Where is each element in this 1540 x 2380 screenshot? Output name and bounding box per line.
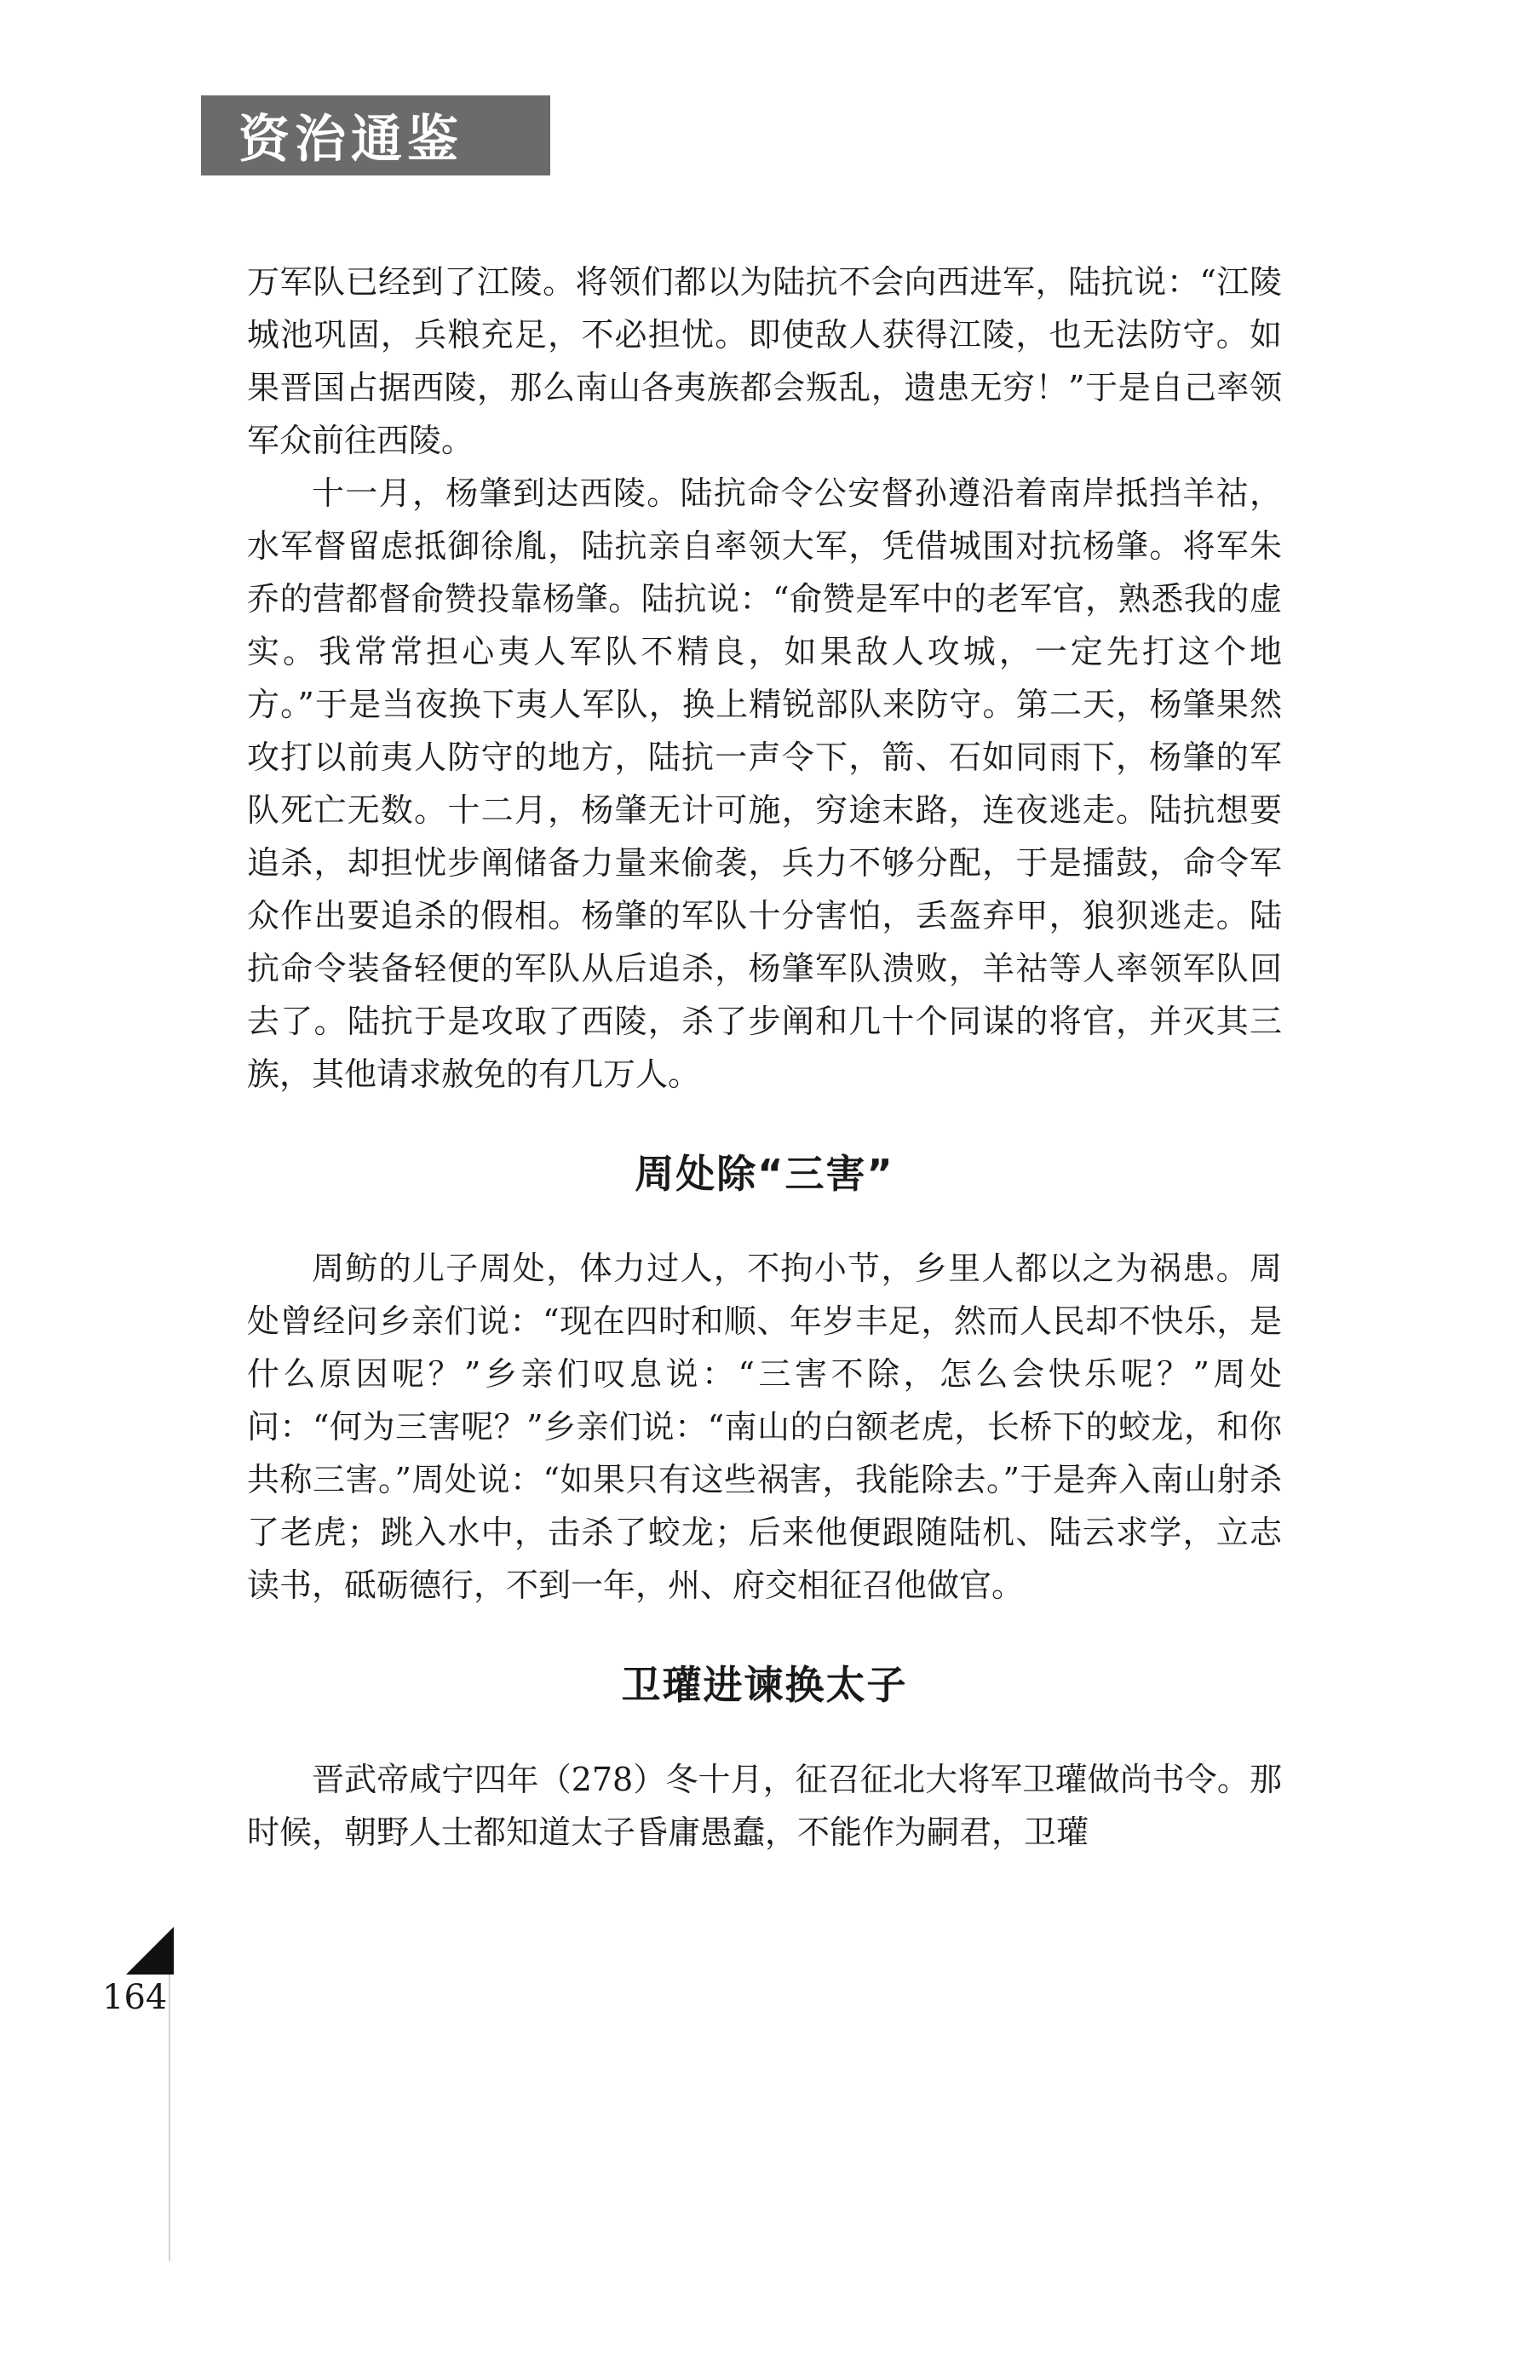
section-heading: 周处除“三害” <box>635 1151 894 1197</box>
paragraph: 十一月，杨肇到达西陵。陆抗命令公安督孙遵沿着南岸抵挡羊祜，水军督留虑抵御徐胤，陆抗亲自率领大军，凭借城围对抗杨肇。将军朱乔的营都督俞赞投靠杨肇。陆抗说：“俞赞是军中的老军官，熟悉我的虚实。我常常担心夷人军队不精良，如果敌人攻城，一定先打这个地方。”于是当夜换下夷人军队，换上精锐部队来防守。第二天，杨肇果然攻打以前夷人防守的地方，陆抗一声令下，箭、石如同雨下，杨肇的军队死亡无数。十二月，杨肇无计可施，穷途末路，连夜逃走。陆抗想要追杀，却担忧步阐储备力量来偷袭，兵力不够分配，于是擂鼓，命令军众作出要追杀的假相。杨肇的军队十分害怕，丢盔弃甲，狼狈逃走。陆抗命令装备轻便的军队从后追杀，杨肇军队溃败，羊祜等人率领军队回去了。陆抗于是攻取了西陵，杀了步阐和几十个同谋的将官，并灭其三族，其他请求赦免的有几万人。 <box>247 474 1282 1093</box>
page-content <box>247 256 1282 1859</box>
page-number: 164 <box>102 1978 168 2017</box>
paragraph: 周鲂的儿子周处，体力过人，不拘小节，乡里人都以之为祸患。周处曾经问乡亲们说：“现在四时和顺、年岁丰足，然而人民却不快乐，是什么原因呢？”乡亲们叹息说：“三害不除，怎么会快乐呢？”周处问：“何为三害呢？”乡亲们说：“南山的白额老虎，长桥下的蛟龙，和你共称三害。”周处说：“如果只有这些祸害，我能除去。”于是奔入南山射杀了老虎；跳入水中，击杀了蛟龙；后来他便跟随陆机、陆云求学，立志读书，砥砺德行，不到一年，州、府交相征召他做官。 <box>247 1250 1282 1604</box>
page-corner-triangle-icon <box>126 1927 174 1975</box>
margin-rule <box>169 1975 170 2261</box>
paragraph: 晋武帝咸宁四年（278）冬十月，征召征北大将军卫瓘做尚书令。那时候，朝野人士都知道太子昏庸愚蠢，不能作为嗣君，卫瓘 <box>247 1761 1282 1851</box>
paragraph-continued: 万军队已经到了江陵。将领们都以为陆抗不会向西进军，陆抗说：“江陵城池巩固，兵粮充足，不必担忧。即使敌人获得江陵，也无法防守。如果晋国占据西陵，那么南山各夷族都会叛乱，遗患无穷！”于是自己率领军众前往西陵。 <box>247 263 1282 459</box>
book-title: 资治通鉴 <box>238 110 463 170</box>
section-heading: 卫瓘进谏换太子 <box>621 1662 908 1708</box>
running-header <box>201 95 550 175</box>
